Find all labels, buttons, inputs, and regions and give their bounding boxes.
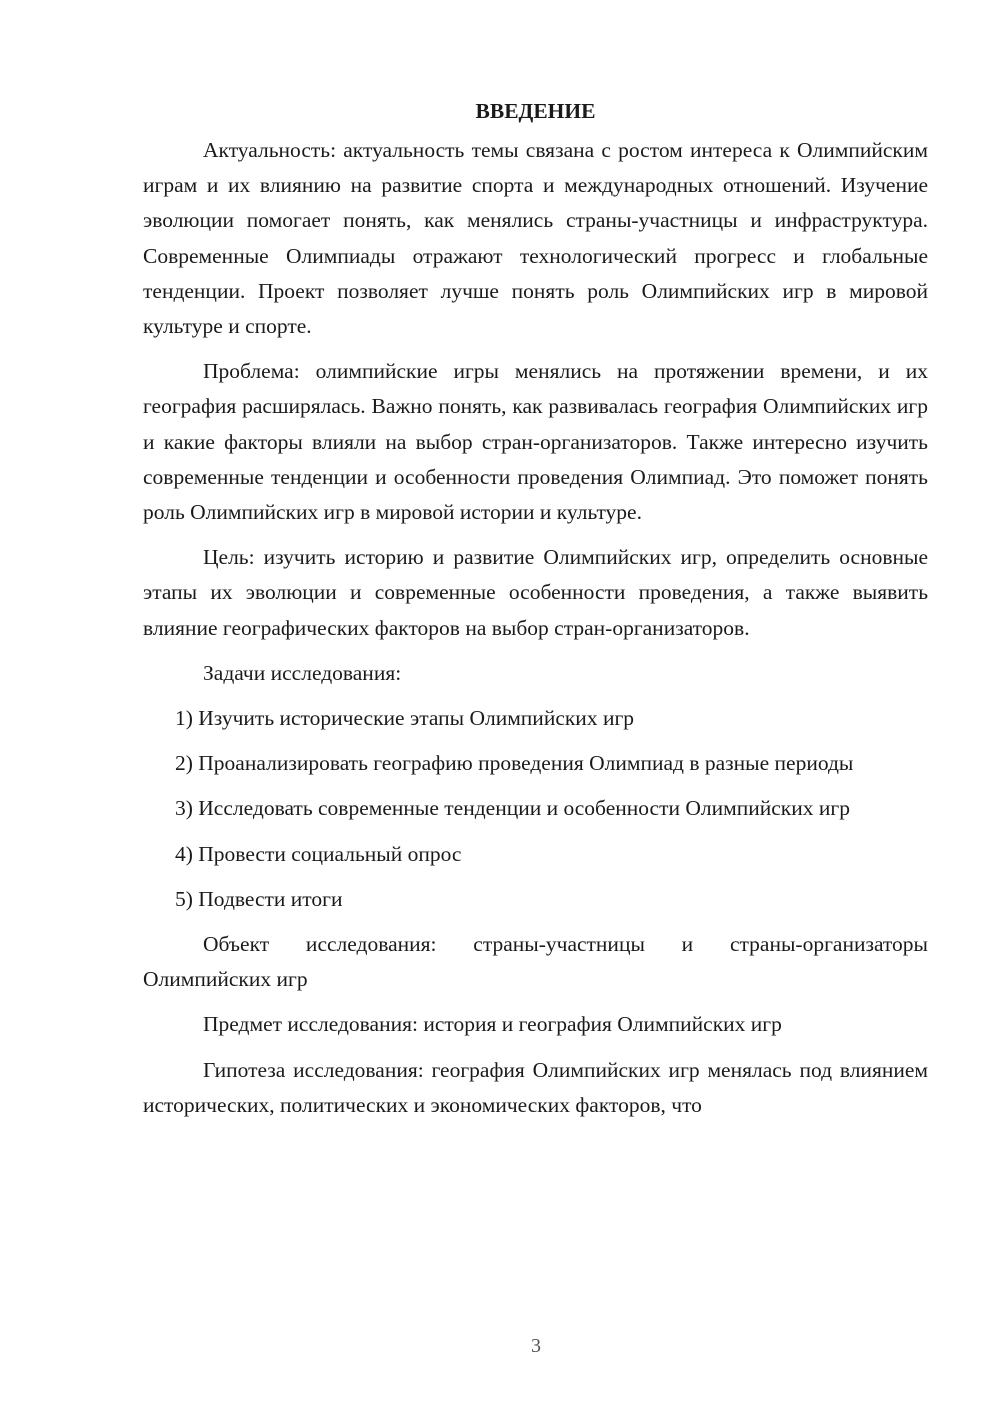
paragraph-problem: Проблема: олимпийские игры менялись на протяжении времени, и их география расширялась. Важно понять, как развивалась география Олимпийских игр и какие факторы влияли на выбор стран-организаторов. Также интересно изучить современные тенденции и особенности проведения Олимпиад. Это поможет понять роль Олимпийских игр в мировой истории и культуре.: [143, 359, 928, 525]
paragraph-goal: Цель: изучить историю и развитие Олимпийских игр, определить основные этапы их эволюции и современные особенности проведения, а также выявить влияние географических факторов на выбор стран-организаторов.: [143, 545, 928, 640]
paragraph-hypothesis: Гипотеза исследования: география Олимпийских игр менялась под влиянием исторических, политических и экономических факторов, что: [143, 1057, 928, 1117]
paragraph-relevance: Актуальность: актуальность темы связана с ростом интереса к Олимпийским играм и их влиянию на развитие спорта и международных отношений. Изучение эволюции помогает понять, как менялись страны-участницы и инфраструктура. Современные Олимпиады отражают технологический прогресс и глобальные тенденции. Проект позволяет лучше понять роль Олимпийских игр в мировой культуре и спорте.: [143, 138, 928, 339]
task-item-2: 2) Проанализировать географию проведения Олимпиад в разные периоды: [175, 751, 854, 776]
paragraph-object: Объект исследования: страны-участницы и страны-организаторы Олимпийских игр: [143, 932, 928, 992]
section-title: ВВЕДЕНИЕ: [475, 99, 596, 123]
task-item-1: 1) Изучить исторические этапы Олимпийских игр: [175, 706, 635, 731]
task-item-5: 5) Подвести итоги: [175, 886, 343, 911]
document-page: [143, 96, 928, 1133]
paragraph-subject: Предмет исследования: история и география Олимпийских игр: [203, 1012, 782, 1037]
task-item-4: 4) Провести социальный опрос: [175, 841, 462, 866]
task-item-3: 3) Исследовать современные тенденции и особенности Олимпийских игр: [175, 796, 850, 821]
tasks-heading: Задачи исследования:: [203, 660, 402, 685]
page-number: 3: [531, 1335, 541, 1357]
